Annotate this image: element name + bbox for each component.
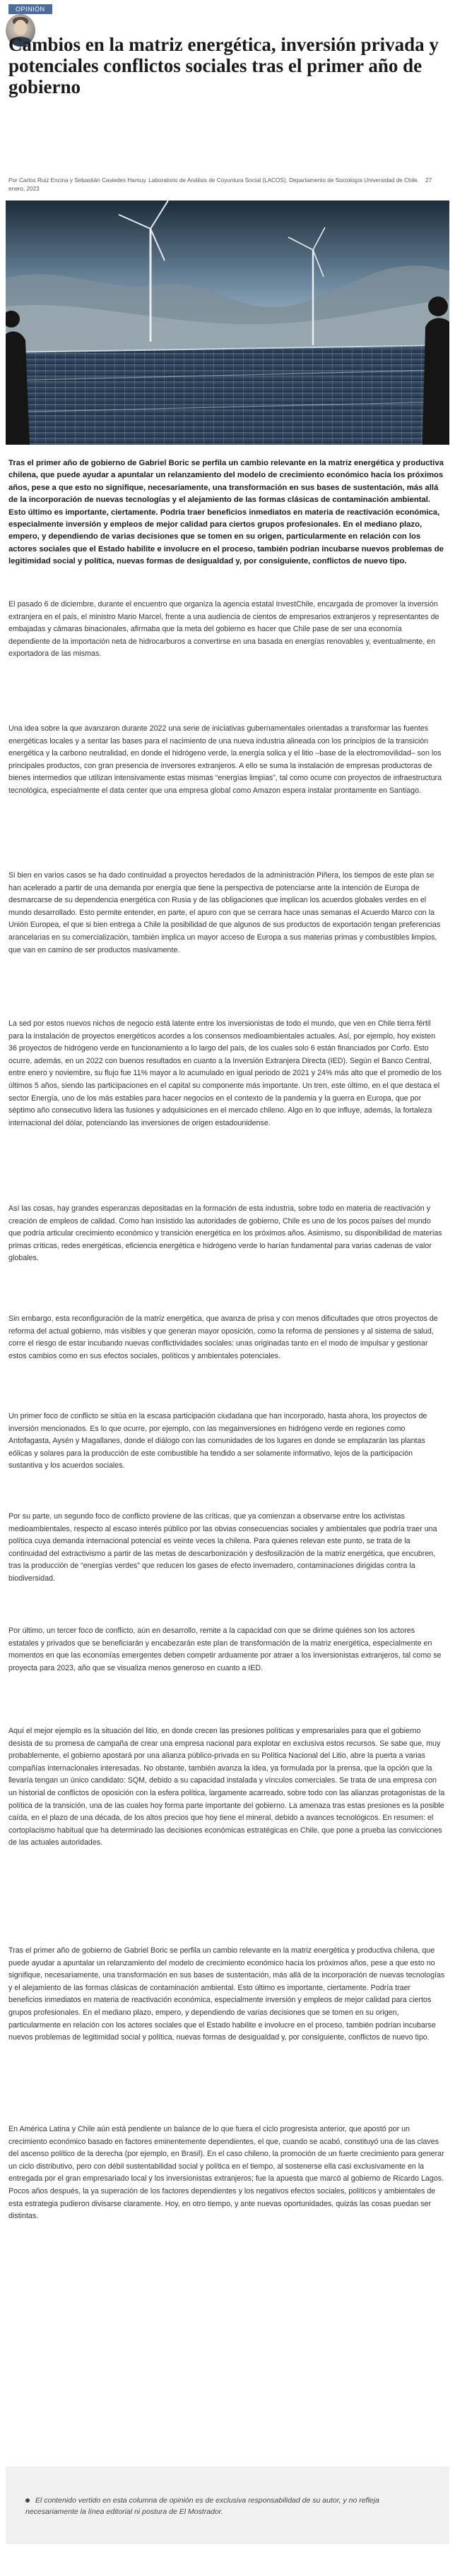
paragraph-12: En América Latina y Chile aún está pendiente un balance de lo que fuera el ciclo progresista anterior, que apostó por un crecimiento económico basado en factores eminentemente dependientes, el que, cuando se acabó, constituyó una de las claves del ascenso político de la derecha (por ejemplo, en Brasil). En el caso chileno, la promoción de un fuerte crecimiento para generar un ciclo distributivo, pero con débil sustentabilidad social y política en el tiempo, al sostenerse ella casi exclusivamente en la entregada por el gran empresariado local y los inversionistas extranjeros; fue la apuesta que marcó al gobierno de Ricardo Lagos. Pocos años después, la ya superación de los factores dependientes y los negativos efectos sociales, políticos y ambientales de esta estrategia pudieron divisarse claramente. Hoy, en otro tiempo, y ante nuevas oportunidades, quizás las cosas puedan ser distintas. — [8, 2125, 444, 2221]
paragraph-6: Sin embargo, esta reconfiguración de la matriz energética, que avanza de prisa y con menos dificultades que otros proyectos de reforma del actual gobierno, más visibles y que generan mayor oposición, como la reforma de pensiones y al sistema de salud, corre el riesgo de estar incubando nuevas conflictividades sociales: unas originadas tanto en el modo de impulsar y gestionar estos cambios como en sus efectos sociales, políticos y ambientales potenciales. — [8, 1314, 438, 1360]
bullet-icon — [25, 2498, 30, 2503]
disclaimer — [25, 2495, 428, 2517]
paragraph-1: El pasado 6 de diciembre, durante el encuentro que organiza la agencia estatal InvestChile, encargada de promover la inversión extranjera en el país, el ministro Mario Marcel, frente a una audiencia de cientos de empresarios extranjeros y representantes de embajadas y cámaras binacionales, afirmaba que la meta del gobierno es hacer que Chile pase de ser una economía dependiente de la importación neta de hidrocarburos a convertirse en una basada en energías renovables y, eventualmente, en exportadora de las mismas. — [8, 600, 439, 659]
paragraph-2: Una idea sobre la que avanzaron durante 2022 una serie de iniciativas gubernamentales orientadas a transformar las fuentes energéticas locales y a sentar las bases para el nacimiento de una nueva industria alineada con los principios de la transición energética y la carbono neutralidad, en donde el hidrógeno verde, la energía solica y el litio –base de la electromovilidad– son los principales productos, con gran presencia de inversores extranjeros. A ello se suma la instalación de empresas productoras de bienes intermedios que utilizan intensivamente estas mismas “energías limpias”, tal como ocurre con proyectos de infraestructura tecnológica, especialmente el data center que una empresa global como Amazon espera instalar prontamente en Santiago. — [8, 724, 442, 795]
disclaimer-box — [6, 2467, 449, 2544]
paragraph-4: La sed por estos nuevos nichos de negocio está latente entre los inversionistas de todo el mundo, que ven en Chile tierra fértil para la instalación de proyectos energéticos acordes a los consensos medioambientales actuales. Así, por ejemplo, hoy existen 36 proyectos de hidrógeno verde en funcionamiento a lo largo del país, de los cuales solo 6 están financiados por Corfo. Esto ocurre, además, en un 2022 con buenos resultados en cuanto a la Inversión Extranjera Directa (IED). Según el Banco Central, entre enero y noviembre, su flujo fue 11% mayor a lo acumulado en igual periodo de 2021 y 24% más alto que el promedio de los últimos 5 años, siendo las participaciones en el capital su componente más importante. Un tren, este último, en el que destaca el sector Energía, uno de los más estables para hacer negocios en el contexto de la pandemia y la guerra en Europa, que por séptimo año consecutivo lidera las fusiones y adquisiciones en el mercado chileno. Algo en lo que influye, además, la fortaleza internacional del dólar, potenciando las inversiones de origen estadounidense. — [8, 1019, 442, 1127]
paragraph-8: Por su parte, un segundo foco de conflicto proviene de las críticas, que ya comienzan a observarse entre los activistas medioambientales, respecto al escaso interés público por las obvias consecuencias sociales y ambientales que podría traer una política cuya demanda internacional potencial es veinte veces la chilena. Para quienes relevan este punto, se trata de la continuidad del extractivismo a partir de las metas de descarbonización y desfosilización de la matriz energética, que encubren, tras la producción de “energías verdes” que reducen los gases de efecto invernadero, contaminaciones dirigidas contra la biodiversidad. — [8, 1512, 437, 1583]
paragraph-7: Un primer foco de conflicto se sitúa en la escasa participación ciudadana que han incorporado, hasta ahora, los proyectos de inversión mencionados. Es lo que ocurre, por ejemplo, con las megainversiones en hidrógeno verde en regiones como Antofagasta, Aysén y Magallanes, donde el diálogo con las comunidades de los lugares en donde se emplazarán las plantas eólicas y solares para la producción de este combustible ha tendido a ser solamente informativo, lejos de la participación sustantiva y los acuerdos sociales. — [8, 1412, 427, 1470]
hero-image — [6, 200, 449, 445]
disclaimer-text: El contenido vertido en esta columna de opinión es de exclusiva responsabilidad de su autor, y no refleja necesariamente la línea editorial ni postura de El Mostrador. — [25, 2496, 379, 2516]
paragraph-3: Si bien en varios casos se ha dado continuidad a proyectos heredados de la administración Piñera, los tiempos de este plan se han acelerado a partir de una demanda por energía que tiene la perspectiva de potenciarse ante la intención de Europa de desmarcarse de su dependencia energética con Rusia y de las obligaciones que implican los acuerdos globales verdes en el mundo desarrollado. Esto permite entender, en parte, el apuro con que se cerrara hace unas semanas el Acuerdo Marco con la Unión Europea, el que si bien entrega a Chile la posibilidad de que algunos de sus productos de exportación tengan preferencias arancelarias en su comercialización, también implica un mayor acceso de Europa a sus materias primas y combustibles limpios, que van en camino de ser productos masivamente. — [8, 871, 441, 954]
byline-date: 27 enero, 2023 — [8, 177, 432, 192]
solar-field-photo — [6, 200, 449, 445]
byline — [8, 176, 439, 193]
paragraph-9: Por último, un tercer foco de conflicto, aún en desarrollo, remite a la capacidad con que se dirime quiénes son los actores estatales y privados que se beneficiarán y encabezarán este plan de transformación de la matriz energética, especialmente en momentos en que las economías emergentes deben competir arduamente por atraer a los inversionistas extranjeros, tal como se proyecta para 2023, año que se visualiza menos generoso en cuanto a IED. — [8, 1627, 442, 1672]
section-label[interactable]: OPINIÓN — [8, 4, 52, 14]
paragraph-5: Así las cosas, hay grandes esperanzas depositadas en la formación de esta industria, sobre todo en materia de reactivación y creación de empleos de calidad. Como han insistido las autoridades de gobierno, Chile es uno de los pocos países del mundo que podría articular crecimiento económico y transición energética en los próximos años. Asimismo, su disponibilidad de materias primas críticas, redes energéticas, eficiencia energética e hidrógeno verde lo harían fundamental para varias cadenas de valor globales. — [8, 1204, 442, 1263]
paragraph-11: Tras el primer año de gobierno de Gabriel Boric se perfila un cambio relevante en la matriz energética y productiva chilena, que puede ayudar a apuntalar un relanzamiento del modelo de crecimiento económico hacia los próximos años, pese a que esto no signifique, necesariamente, una transformación en sus bases de sustentación, más allá de la incorporación de nuevas tecnologías y el alejamiento de las formas clásicas de contaminación ambiental. Esto último es importante, ciertamente. Podría traer beneficios inmediatos en materia de reactivación económica, especialmente inversión y empleos de mejor calidad para ciertos grupos profesionales. En el mediano plazo, empero, y dependiendo de varias decisiones que se tomen en su origen, particularmente en relación con los actores sociales que el Estado habilite e involucre en el proceso, también podrían incubarse nuevos problemas de legitimidad social y política, nuevas formas de desigualdad y, por consiguiente, conflictos de nuevo tipo. — [8, 1946, 445, 2042]
byline-authors: Por Carlos Ruiz Encina y Sebastián Caviedes Hamuy. Laboratorio de Análisis de Coyuntura Social (LACOS), Departamento de Sociología Universidad de Chile. — [8, 177, 420, 184]
article-title: Cambios en la matriz energética, inversión privada y potenciales conflictos sociales tras el primer año de gobierno — [8, 34, 439, 97]
paragraph-10: Aquí el mejor ejemplo es la situación del litio, en donde crecen las presiones políticas y empresariales para que el gobierno desista de su promesa de campaña de crear una empresa nacional para explotar en exclusiva estos recursos. Se sabe que, muy probablemente, el gobierno apostará por una alianza público-privada en su Política Nacional del Litio, abre la puerta a varias compañías internacionales interesadas. No obstante, también avanza la idea, ya formulada por la prensa, que la opción que la llevaría tengan un único candidato: SQM, debido a su capacidad instalada y vínculos comerciales. Se trata de una empresa con un historial de conflictos de oposición con la esfera política, largamente acarreado, sobre todo con las alianzas protagonistas de la política de la transición, una de las cuales hoy forma parte importante del gobierno. La amenaza tras estas presiones es la posible caída, en el plazo de una década, de los altos precios que hoy tiene el mineral, debido a avances tecnológicos. En resumen: el cortoplacismo habitual que ha determinado las decisiones económicas estratégicas en Chile, que pone a prueba las convicciones de las actuales autoridades. — [8, 1727, 445, 1847]
article-lead: Tras el primer año de gobierno de Gabriel Boric se perfila un cambio relevante en la matriz energética y productiva chilena, que puede ayudar a apuntalar un relanzamiento del modelo de crecimiento económico hacia los próximos años, pese a que esto no signifique, necesariamente, una transformación en sus bases de sustentación, más allá de la incorporación de nuevas tecnologías y el alejamiento de las formas clásicas de contaminación ambiental. Esto último es importante, ciertamente. Podría traer beneficios inmediatos en materia de reactivación económica, especialmente inversión y empleos de mejor calidad para ciertos grupos profesionales. En el mediano plazo, empero, y dependiendo de varias decisiones que se tomen en su origen, particularmente en relación con los actores sociales que el Estado habilite e involucre en el proceso, también podrían incubarse nuevos problemas de legitimidad social y política, nuevas formas de desigualdad y, por consiguiente, conflictos de nuevo tipo. — [8, 459, 444, 566]
